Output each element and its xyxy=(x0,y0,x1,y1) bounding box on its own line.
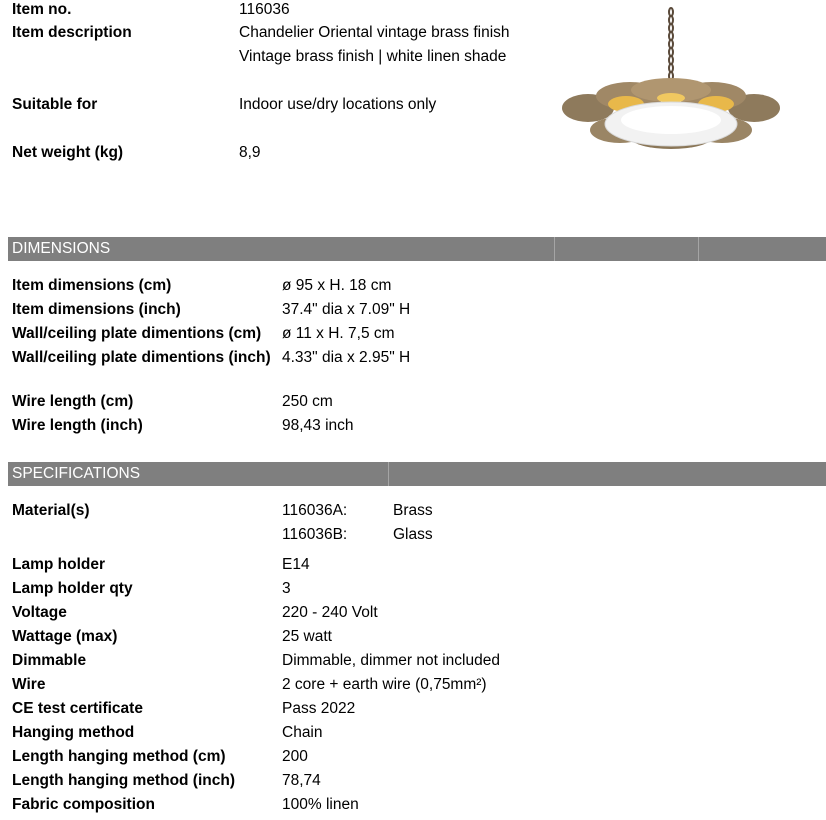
dimension-row-value: ø 11 x H. 7,5 cm xyxy=(282,325,395,342)
spec-row-label: Voltage xyxy=(12,604,67,621)
dimension-row-value: 98,43 inch xyxy=(282,417,354,434)
spec-row-value: Pass 2022 xyxy=(282,700,356,717)
dimension-row-value: 4.33" dia x 2.95" H xyxy=(282,349,411,366)
dimension-row-label: Wire length (cm) xyxy=(12,393,134,410)
suitable-for-label: Suitable for xyxy=(12,96,98,113)
chain-icon xyxy=(669,8,673,80)
spec-row-label: Fabric composition xyxy=(12,796,155,813)
item-description-line-1: Chandelier Oriental vintage brass finish xyxy=(239,24,510,41)
dimension-row-label: Item dimensions (cm) xyxy=(12,277,172,294)
spec-row-value: 78,74 xyxy=(282,772,321,789)
spec-row-label: Length hanging method (cm) xyxy=(12,748,226,765)
specifications-title: SPECIFICATIONS xyxy=(12,465,141,482)
spec-row-label: Length hanging method (inch) xyxy=(12,772,235,789)
net-weight-value: 8,9 xyxy=(239,144,261,161)
spec-row-value: 200 xyxy=(282,748,308,765)
band-divider xyxy=(388,462,389,486)
spec-row-label: Wire xyxy=(12,676,46,693)
spec-row-value: Dimmable, dimmer not included xyxy=(282,652,500,669)
spec-row-value: Chain xyxy=(282,724,323,741)
item-description-label: Item description xyxy=(12,24,132,41)
dimension-row-label: Wall/ceiling plate dimentions (cm) xyxy=(12,325,262,342)
spec-row-value: 220 - 240 Volt xyxy=(282,604,378,621)
spec-row-label: Wattage (max) xyxy=(12,628,118,645)
spec-row-value: 3 xyxy=(282,580,291,597)
spec-row-value: 25 watt xyxy=(282,628,332,645)
material-name: Glass xyxy=(393,526,433,543)
dimension-row-label: Item dimensions (inch) xyxy=(12,301,181,318)
band-divider xyxy=(698,237,699,261)
item-description-line-2: Vintage brass finish | white linen shade xyxy=(239,48,507,65)
spec-row-label: CE test certificate xyxy=(12,700,143,717)
spec-row-label: Dimmable xyxy=(12,652,87,669)
spec-row-value: 2 core + earth wire (0,75mm²) xyxy=(282,676,487,693)
material-name: Brass xyxy=(393,502,433,519)
band-divider xyxy=(554,237,555,261)
item-no-label: Item no. xyxy=(12,1,72,18)
shade-highlight-icon xyxy=(621,106,721,134)
spec-row-label: Lamp holder xyxy=(12,556,106,573)
specifications-section-header xyxy=(8,462,826,486)
spec-row-value: E14 xyxy=(282,556,310,573)
suitable-for-value: Indoor use/dry locations only xyxy=(239,96,437,113)
dimension-row-value: 250 cm xyxy=(282,393,333,410)
spec-row-label: Lamp holder qty xyxy=(12,580,133,597)
dimension-row-value: ø 95 x H. 18 cm xyxy=(282,277,392,294)
dimensions-section-header xyxy=(8,237,826,261)
item-no-value: 116036 xyxy=(239,1,290,18)
dimension-row-value: 37.4" dia x 7.09" H xyxy=(282,301,411,318)
dimension-row-label: Wall/ceiling plate dimentions (inch) xyxy=(12,349,271,366)
material-code: 116036A: xyxy=(282,502,348,519)
dimension-row-label: Wire length (inch) xyxy=(12,417,143,434)
material-code: 116036B: xyxy=(282,526,348,543)
chandelier-product-image xyxy=(560,4,782,154)
net-weight-label: Net weight (kg) xyxy=(12,144,124,161)
dimensions-title: DIMENSIONS xyxy=(12,240,111,257)
materials-label: Material(s) xyxy=(12,502,90,519)
spec-row-label: Hanging method xyxy=(12,724,135,741)
spec-row-value: 100% linen xyxy=(282,796,359,813)
